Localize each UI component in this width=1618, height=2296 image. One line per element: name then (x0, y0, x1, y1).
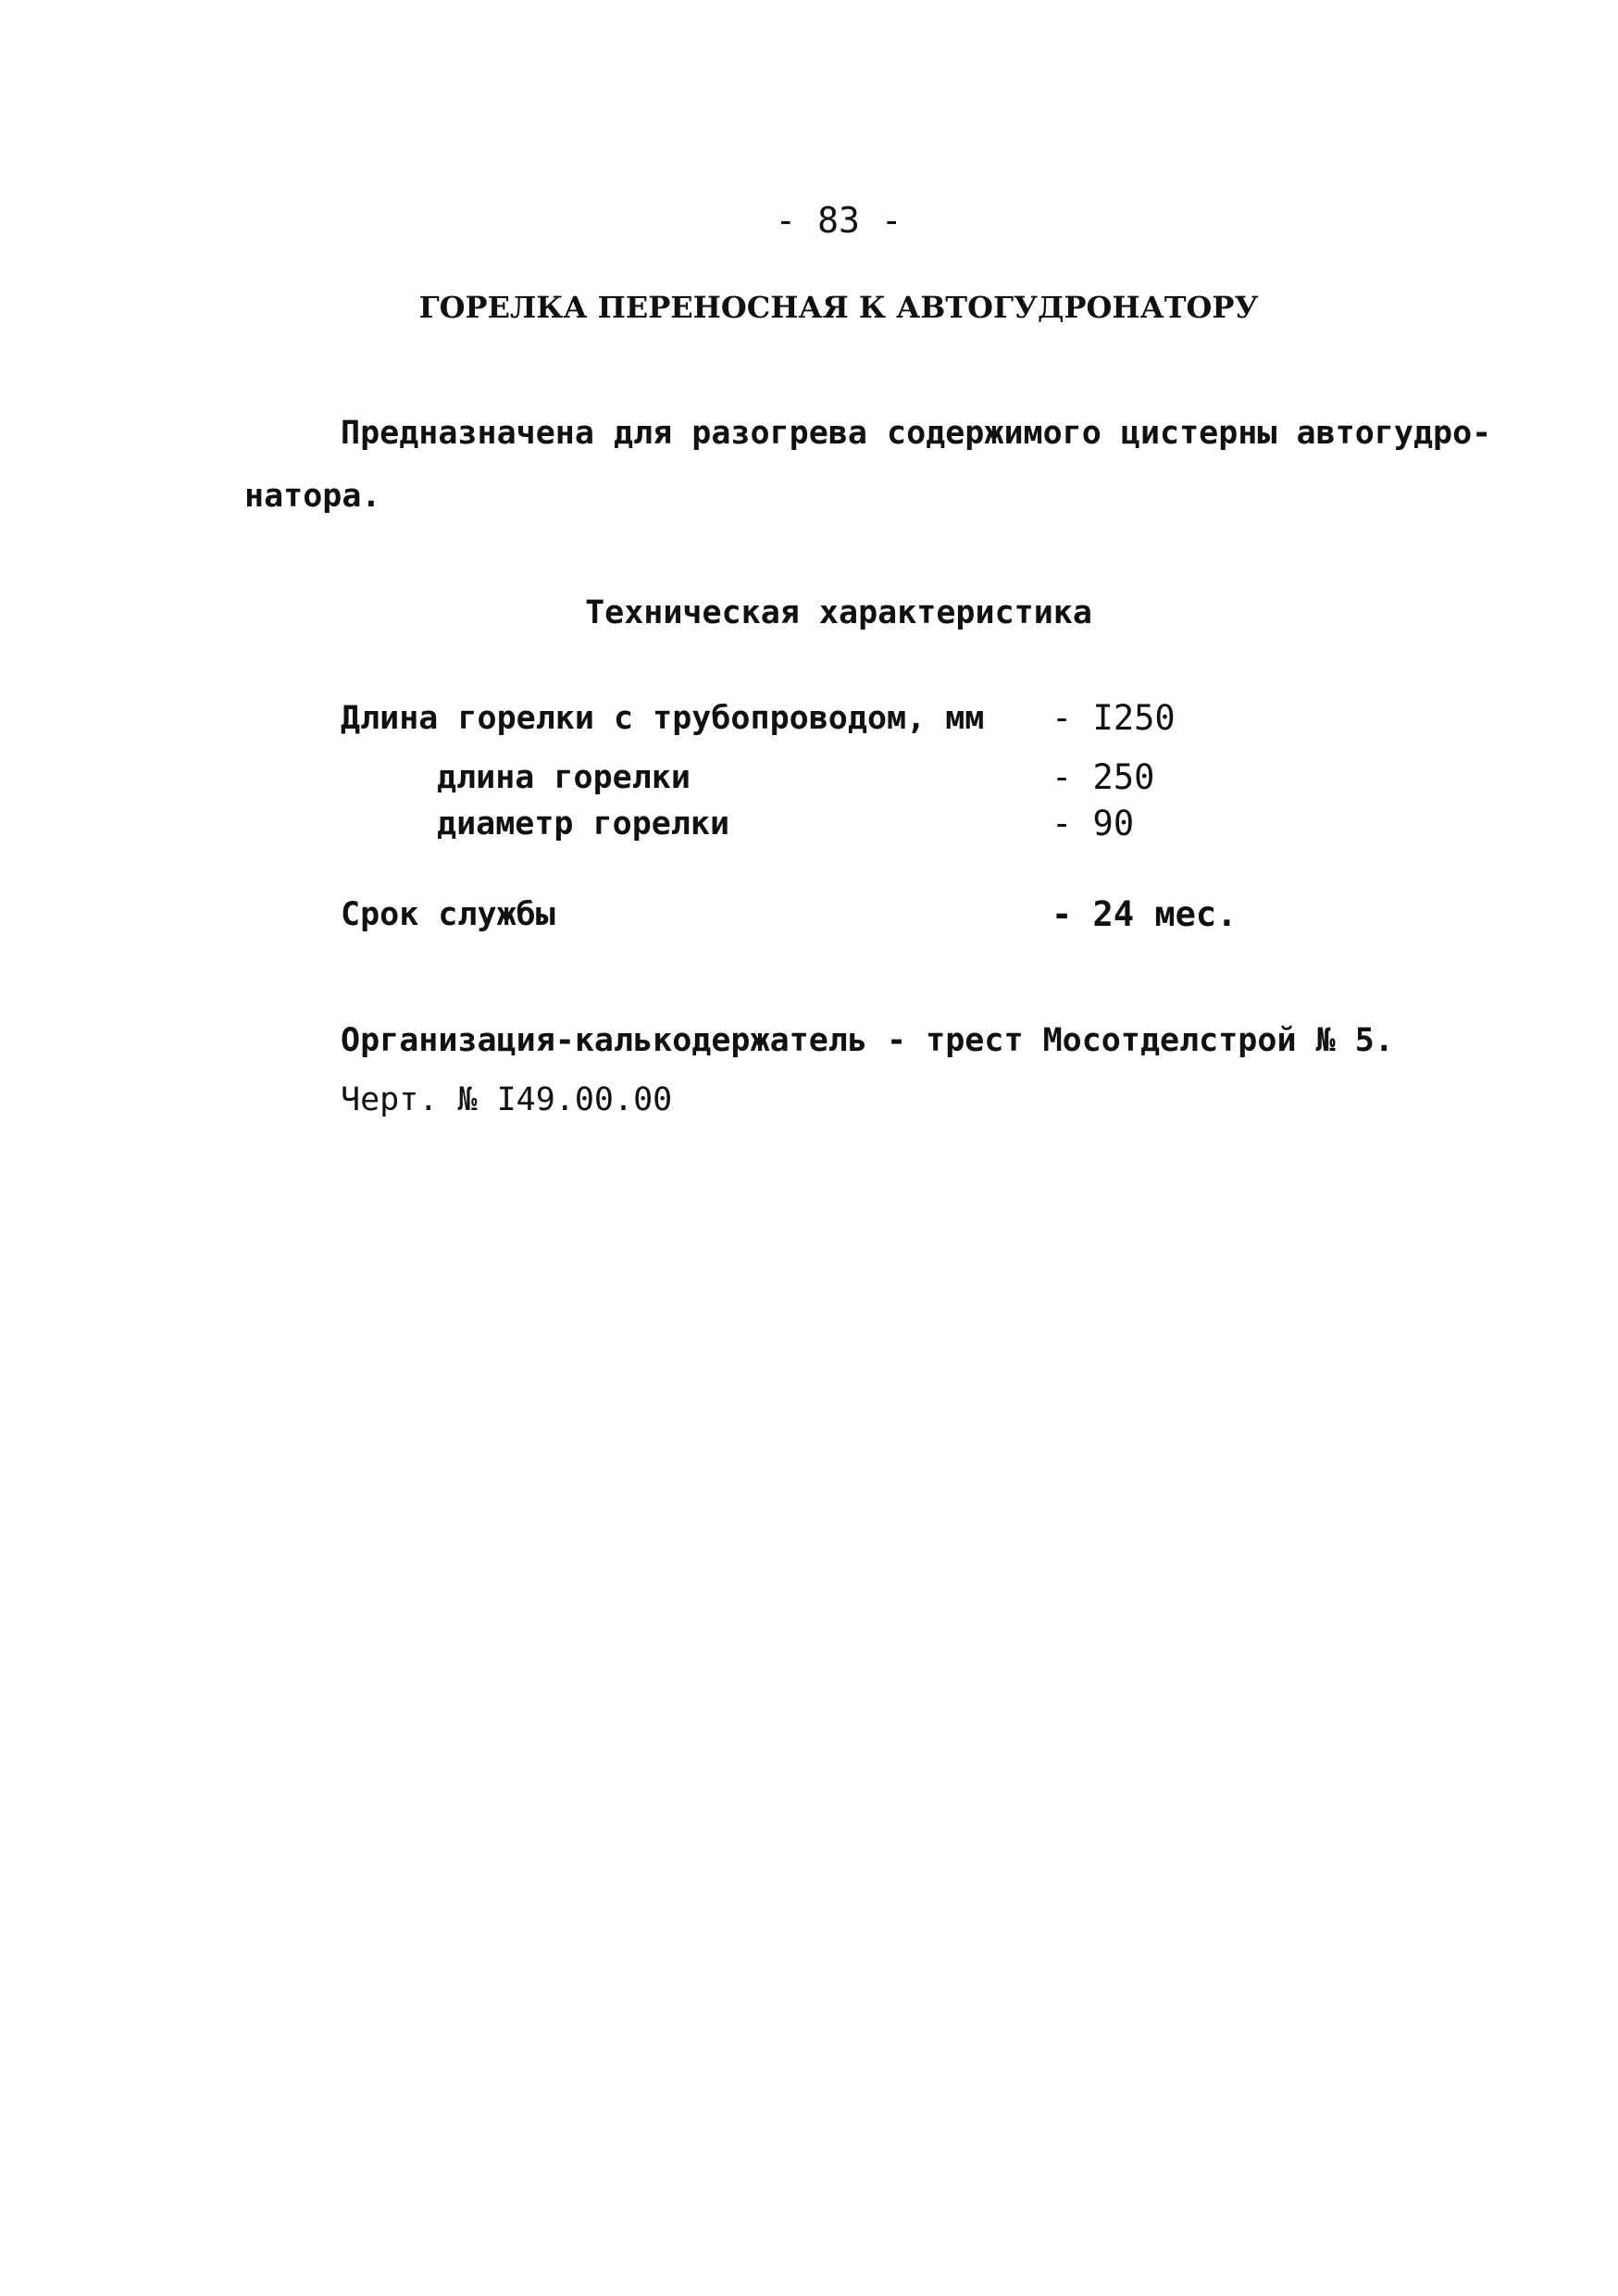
spec-label-total-length: Длина горелки с трубопроводом, мм (341, 700, 985, 737)
spec-value-burner-length: - 250 (1052, 757, 1155, 797)
spec-value-burner-diameter: - 90 (1052, 804, 1135, 843)
organization-line: Организация-калькодержатель - трест Мосотделстрой № 5. (341, 1022, 1394, 1059)
spec-label-service-life: Срок службы (341, 896, 555, 933)
document-title: ГОРЕЛКА ПЕРЕНОСНАЯ К АВТОГУДРОНАТОРУ (418, 290, 1259, 325)
spec-label-burner-diameter: диаметр горелки (437, 805, 730, 842)
spec-label-burner-length: длина горелки (437, 759, 691, 796)
intro-paragraph-line-2: натора. (244, 478, 381, 515)
specs-heading: Техническая характеристика (585, 594, 1092, 631)
drawing-number-line: Черт. № I49.00.00 (341, 1081, 673, 1118)
intro-paragraph-line-1: Предназначена для разогрева содержимого цистерны автогудро- (341, 415, 1492, 452)
page-number: - 83 - (775, 200, 902, 241)
spec-value-total-length: - I250 (1052, 698, 1176, 738)
spec-value-service-life: - 24 мес. (1052, 894, 1238, 934)
